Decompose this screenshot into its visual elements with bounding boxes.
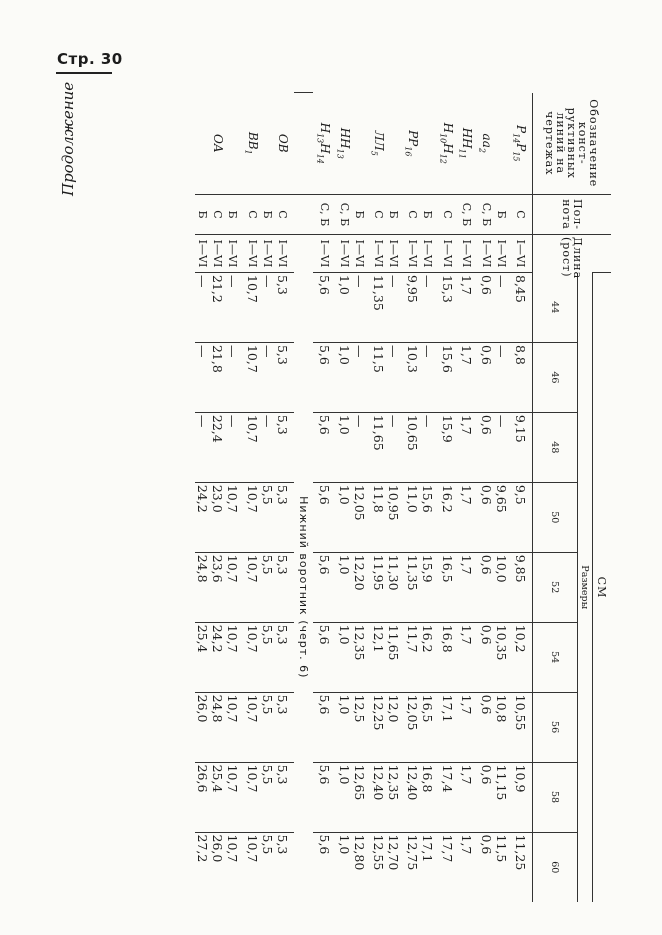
table-row [240,93,259,903]
value-cell-size-58: 1,7 [455,762,474,832]
value-cell-size-46: — [386,342,401,412]
value-cell-size-58: 10,7 [225,762,240,832]
value-cell-size-58: 10,7 [240,762,259,832]
value-cell-size-46: 5,3 [275,342,294,412]
value-cell-size-54: 11,7 [401,622,420,692]
value-cell-size-46: 1,7 [455,342,474,412]
value-cell-size-52: 1,0 [332,552,351,622]
value-cell-size-44: — [386,273,401,343]
value-cell-size-58: 5,6 [313,762,332,832]
value-cell-size-56: 1,0 [332,692,351,762]
value-cell-size-52: 23,6 [210,552,225,622]
header-sex-column: Пол-нота [533,195,612,235]
value-cell-size-56: 12,05 [401,692,420,762]
value-cell-size-44: 11,35 [367,273,386,343]
value-cell-size-48: — [420,412,435,482]
header-size-50: 50 [533,482,578,552]
value-cell-size-58: 12,35 [386,762,401,832]
table-body-top [313,93,533,903]
row-sex: Б [352,195,367,235]
header-size-54: 54 [533,622,578,692]
value-cell-size-60: 12,70 [386,832,401,902]
value-cell-size-60: 1,7 [455,832,474,902]
value-cell-size-44: 5,3 [275,273,294,343]
table-section-header [294,93,313,903]
value-cell-size-60: 10,7 [225,832,240,902]
value-cell-size-46: 11,5 [367,342,386,412]
row-label [352,93,367,195]
row-length: I—VI [225,235,240,273]
row-sex: Б [420,195,435,235]
value-cell-size-46: 1,0 [332,342,351,412]
value-cell-size-44: — [494,273,509,343]
value-cell-size-50: 1,0 [332,482,351,552]
value-cell-size-60: 12,55 [367,832,386,902]
value-cell-size-60: 26,0 [210,832,225,902]
value-cell-size-48: 0,6 [474,412,493,482]
value-cell-size-48: — [260,412,275,482]
header-sizes-group: Размеры [578,273,593,903]
rotated-table-container [126,92,611,902]
value-cell-size-50: 10,7 [240,482,259,552]
value-cell-size-58: 0,6 [474,762,493,832]
header-size-56: 56 [533,692,578,762]
value-cell-size-60: 1,0 [332,832,351,902]
value-cell-size-58: 25,4 [210,762,225,832]
value-cell-size-50: 15,6 [420,482,435,552]
value-cell-size-56: 12,5 [352,692,367,762]
value-cell-size-52: 12,20 [352,552,367,622]
header-label-column: Обозначение конст-руктивных линий на чертежах [533,93,612,195]
value-cell-size-44: — [225,273,240,343]
value-cell-size-54: 1,7 [455,622,474,692]
row-length: I—VI [494,235,509,273]
value-cell-size-50: 9,65 [494,482,509,552]
row-sex: С [275,195,294,235]
header-length-column: Длина (рост) [533,235,612,273]
value-cell-size-52: 10,7 [225,552,240,622]
value-cell-size-60: 11,25 [509,832,533,902]
table-row [420,93,435,903]
row-length: I—VI [313,235,332,273]
row-length: I—VI [386,235,401,273]
value-cell-size-58: 17,4 [435,762,454,832]
value-cell-size-48: 10,7 [240,412,259,482]
value-cell-size-52: 11,95 [367,552,386,622]
value-cell-size-52: 10,7 [240,552,259,622]
table-row [195,93,210,903]
value-cell-size-46: 0,6 [474,342,493,412]
row-label: $HH_{13}$ [335,127,352,159]
value-cell-size-44: — [260,273,275,343]
row-label [260,93,275,195]
value-cell-size-48: 11,65 [367,412,386,482]
row-label [494,93,509,195]
value-cell-size-52: 15,9 [420,552,435,622]
value-cell-size-50: 5,6 [313,482,332,552]
page-number: Стр. 30 [57,50,123,68]
value-cell-size-52: 11,35 [401,552,420,622]
value-cell-size-48: 9,15 [509,412,533,482]
value-cell-size-52: 5,6 [313,552,332,622]
value-cell-size-48: 15,9 [435,412,454,482]
value-cell-size-46: — [225,342,240,412]
value-cell-size-54: 16,8 [435,622,454,692]
value-cell-size-44: — [352,273,367,343]
value-cell-size-56: 0,6 [474,692,493,762]
value-cell-size-58: 11,15 [494,762,509,832]
row-label: $ЛЛ_5$ [369,130,387,156]
value-cell-size-48: 5,6 [313,412,332,482]
row-label [386,93,401,195]
value-cell-size-52: 24,8 [195,552,210,622]
row-length: I—VI [240,235,259,273]
value-cell-size-52: 5,5 [260,552,275,622]
row-label: $HH_{11}$ [457,127,475,159]
row-label: OA [211,133,226,153]
value-cell-size-52: 16,5 [435,552,454,622]
row-sex: Б [494,195,509,235]
row-length: I—VI [401,235,420,273]
table-row [386,93,401,903]
value-cell-size-46: — [494,342,509,412]
value-cell-size-54: 5,6 [313,622,332,692]
header-size-44: 44 [533,273,578,343]
value-cell-size-48: 1,7 [455,412,474,482]
value-cell-size-54: 10,2 [509,622,533,692]
table-row [509,93,533,903]
value-cell-size-58: 10,9 [509,762,533,832]
row-sex: С [367,195,386,235]
value-cell-size-54: 10,35 [494,622,509,692]
row-length: I—VI [455,235,474,273]
value-cell-size-54: 12,35 [352,622,367,692]
value-cell-size-56: 24,8 [210,692,225,762]
value-cell-size-54: 25,4 [195,622,210,692]
value-cell-size-46: 15,6 [435,342,454,412]
row-label: $aa_2$ [477,133,494,153]
value-cell-size-60: 11,5 [494,832,509,902]
value-cell-size-50: 1,7 [455,482,474,552]
row-sex: Б [195,195,210,235]
page-number-underline [56,72,112,74]
value-cell-size-44: — [420,273,435,343]
value-cell-size-44: 15,3 [435,273,454,343]
header-size-52: 52 [533,552,578,622]
row-sex: С, Б [474,195,493,235]
table-row [260,93,275,903]
table-row [332,93,351,903]
row-label [225,93,240,195]
table-row [352,93,367,903]
row-sex: С [210,195,225,235]
value-cell-size-60: 5,3 [275,832,294,902]
value-cell-size-44: 0,6 [474,273,493,343]
row-label: OB [275,133,290,153]
value-cell-size-56: 10,7 [225,692,240,762]
table-row [225,93,240,903]
measurements-table [195,92,611,902]
value-cell-size-52: 10,0 [494,552,509,622]
value-cell-size-48: — [352,412,367,482]
value-cell-size-58: 1,0 [332,762,351,832]
value-cell-size-54: 5,5 [260,622,275,692]
table-caption: Продолжение [59,81,77,196]
row-length: I—VI [332,235,351,273]
value-cell-size-46: 5,6 [313,342,332,412]
table-body-bottom [195,93,293,903]
value-cell-size-50: 11,8 [367,482,386,552]
header-unit: СМ [593,273,612,903]
value-cell-size-58: 26,6 [195,762,210,832]
value-cell-size-50: 16,2 [435,482,454,552]
value-cell-size-54: 16,2 [420,622,435,692]
value-cell-size-50: 11,0 [401,482,420,552]
value-cell-size-48: 5,3 [275,412,294,482]
row-label: $BB_1$ [243,131,260,155]
row-label [195,93,210,195]
row-sex: Б [225,195,240,235]
value-cell-size-60: 5,6 [313,832,332,902]
value-cell-size-46: — [260,342,275,412]
value-cell-size-52: 1,7 [455,552,474,622]
value-cell-size-44: 5,6 [313,273,332,343]
value-cell-size-46: — [420,342,435,412]
value-cell-size-48: 22,4 [210,412,225,482]
row-sex: С [240,195,259,235]
row-sex: С, Б [313,195,332,235]
value-cell-size-54: 10,7 [240,622,259,692]
value-cell-size-50: 10,95 [386,482,401,552]
header-size-58: 58 [533,762,578,832]
value-cell-size-46: 10,3 [401,342,420,412]
value-cell-size-58: 12,65 [352,762,367,832]
value-cell-size-54: 10,7 [225,622,240,692]
value-cell-size-56: 17,1 [435,692,454,762]
value-cell-size-56: 10,7 [240,692,259,762]
value-cell-size-44: 8,45 [509,273,533,343]
value-cell-size-44: 1,7 [455,273,474,343]
value-cell-size-50: 5,3 [275,482,294,552]
table-row [313,93,332,903]
value-cell-size-56: 5,5 [260,692,275,762]
value-cell-size-56: 26,0 [195,692,210,762]
value-cell-size-56: 10,8 [494,692,509,762]
value-cell-size-50: 23,0 [210,482,225,552]
row-label: $H_{13}H_{14}$ [315,122,333,164]
header-size-60: 60 [533,832,578,902]
value-cell-size-56: 12,0 [386,692,401,762]
value-cell-size-60: 12,75 [401,832,420,902]
value-cell-size-58: 5,3 [275,762,294,832]
table-row [435,93,454,903]
table-row [401,93,420,903]
row-length: I—VI [210,235,225,273]
value-cell-size-58: 5,5 [260,762,275,832]
value-cell-size-54: 1,0 [332,622,351,692]
value-cell-size-58: 16,8 [420,762,435,832]
table-row [275,93,294,903]
row-length: I—VI [367,235,386,273]
row-sex: С, Б [332,195,351,235]
value-cell-size-46: 10,7 [240,342,259,412]
row-label: $H_{10}H_{12}$ [438,122,455,164]
header-size-48: 48 [533,412,578,482]
table-row [474,93,493,903]
value-cell-size-54: 24,2 [210,622,225,692]
value-cell-size-46: 21,8 [210,342,225,412]
value-cell-size-56: 1,7 [455,692,474,762]
value-cell-size-56: 12,25 [367,692,386,762]
value-cell-size-56: 10,55 [509,692,533,762]
value-cell-size-50: 0,6 [474,482,493,552]
row-label: $P_{14}P_{15}$ [511,124,528,162]
row-length: I—VI [435,235,454,273]
value-cell-size-46: 8,8 [509,342,533,412]
value-cell-size-60: 5,5 [260,832,275,902]
value-cell-size-52: 0,6 [474,552,493,622]
header-size-46: 46 [533,342,578,412]
value-cell-size-56: 5,6 [313,692,332,762]
value-cell-size-60: 17,1 [420,832,435,902]
value-cell-size-48: — [195,412,210,482]
table-row [455,93,474,903]
value-cell-size-48: 1,0 [332,412,351,482]
value-cell-size-50: 5,5 [260,482,275,552]
value-cell-size-46: — [352,342,367,412]
row-length: I—VI [260,235,275,273]
value-cell-size-52: 11,30 [386,552,401,622]
value-cell-size-48: — [386,412,401,482]
value-cell-size-48: 10,65 [401,412,420,482]
value-cell-size-50: 12,05 [352,482,367,552]
value-cell-size-50: 9,5 [509,482,533,552]
value-cell-size-46: — [195,342,210,412]
row-length: I—VI [352,235,367,273]
row-sex: С [401,195,420,235]
value-cell-size-60: 10,7 [240,832,259,902]
value-cell-size-48: — [494,412,509,482]
value-cell-size-44: 9,95 [401,273,420,343]
value-cell-size-44: 10,7 [240,273,259,343]
section-title: Нижний воротник (черт. 6) [296,496,310,679]
value-cell-size-44: 1,0 [332,273,351,343]
value-cell-size-54: 11,65 [386,622,401,692]
value-cell-size-54: 0,6 [474,622,493,692]
value-cell-size-50: 24,2 [195,482,210,552]
value-cell-size-54: 5,3 [275,622,294,692]
row-length: I—VI [474,235,493,273]
value-cell-size-56: 16,5 [420,692,435,762]
value-cell-size-58: 12,40 [367,762,386,832]
row-length: I—VI [275,235,294,273]
value-cell-size-60: 12,80 [352,832,367,902]
value-cell-size-48: — [225,412,240,482]
value-cell-size-44: 21,2 [210,273,225,343]
table-row [367,93,386,903]
value-cell-size-54: 12,1 [367,622,386,692]
value-cell-size-52: 9,85 [509,552,533,622]
value-cell-size-58: 12,40 [401,762,420,832]
value-cell-size-56: 5,3 [275,692,294,762]
value-cell-size-60: 0,6 [474,832,493,902]
value-cell-size-60: 17,7 [435,832,454,902]
table-row [494,93,509,903]
row-length: I—VI [195,235,210,273]
row-label [420,93,435,195]
value-cell-size-52: 5,3 [275,552,294,622]
row-sex: С, Б [455,195,474,235]
value-cell-size-44: — [195,273,210,343]
row-sex: Б [386,195,401,235]
table-row [210,93,225,903]
row-sex: С [509,195,533,235]
row-label: $PP_{16}$ [404,130,421,157]
row-length: I—VI [420,235,435,273]
row-sex: С [435,195,454,235]
value-cell-size-50: 10,7 [225,482,240,552]
value-cell-size-60: 27,2 [195,832,210,902]
row-sex: Б [260,195,275,235]
row-length: I—VI [509,235,533,273]
